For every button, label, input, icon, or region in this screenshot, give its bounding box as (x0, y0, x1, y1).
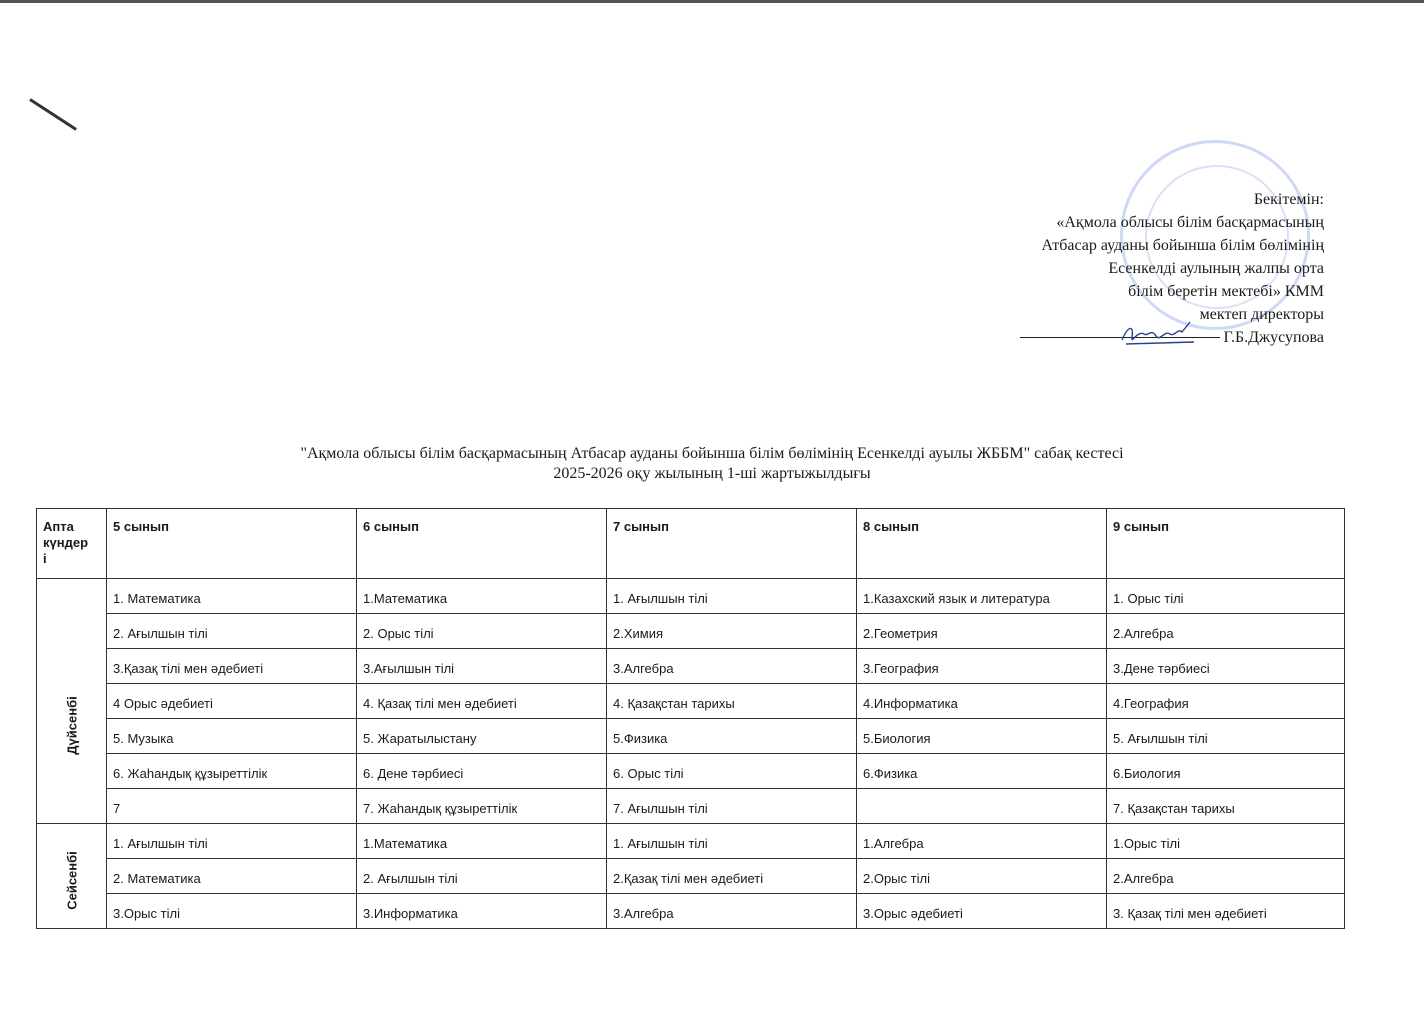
table-cell: 1.Математика (357, 579, 607, 614)
table-cell: 2. Математика (107, 859, 357, 894)
title-line-1: "Ақмола облысы білім басқармасының Атбасар ауданы бойынша білім бөлімінің Есенкелді ауылы ЖББМ" сабақ кестесі (300, 445, 1124, 462)
approval-line-2: Атбасар ауданы бойынша білім бөлімінің (1041, 237, 1324, 254)
table-cell: 3.Орыс әдебиеті (857, 894, 1107, 929)
table-cell: 2.Қазақ тілі мен әдебиеті (607, 859, 857, 894)
table-cell: 2. Ағылшын тілі (107, 614, 357, 649)
header-grade-7: 7 сынып (607, 509, 857, 579)
table-row (37, 824, 1345, 859)
scan-mark (29, 98, 77, 130)
table-cell: 2.Алгебра (1107, 859, 1345, 894)
header-weekday: Апта күндер і (37, 509, 107, 579)
table-cell: 7. Ағылшын тілі (607, 789, 857, 824)
approval-line-5: мектеп директоры (1199, 306, 1324, 323)
table-cell: 1. Ағылшын тілі (607, 579, 857, 614)
table-row (37, 719, 1345, 754)
header-row (37, 509, 1345, 579)
table-cell: 3.Қазақ тілі мен әдебиеті (107, 649, 357, 684)
header-grade-5: 5 сынып (107, 509, 357, 579)
table-cell: 7. Қазақстан тарихы (1107, 789, 1345, 824)
table-row (37, 649, 1345, 684)
page-top-edge (0, 0, 1424, 3)
document-title (0, 444, 1424, 484)
table-cell: 2.Орыс тілі (857, 859, 1107, 894)
table-cell: 4.Информатика (857, 684, 1107, 719)
table-cell: 3.География (857, 649, 1107, 684)
table-row (37, 684, 1345, 719)
table-cell: 6.Физика (857, 754, 1107, 789)
table-cell: 4.География (1107, 684, 1345, 719)
table-cell: 3. Қазақ тілі мен әдебиеті (1107, 894, 1345, 929)
table-cell: 1.Орыс тілі (1107, 824, 1345, 859)
header-grade-9: 9 сынып (1107, 509, 1345, 579)
approval-line-1: «Ақмола облысы білім басқармасының (1056, 214, 1324, 231)
table-cell: 6.Биология (1107, 754, 1345, 789)
table-cell: 6. Дене тәрбиесі (357, 754, 607, 789)
table-cell: 3.Алгебра (607, 649, 857, 684)
table-cell: 5. Жаратылыстану (357, 719, 607, 754)
title-line-2: 2025-2026 оқу жылының 1-ші жартыжылдығы (553, 465, 871, 482)
table-cell: 2.Геометрия (857, 614, 1107, 649)
table-row (37, 859, 1345, 894)
director-name: Г.Б.Джусупова (1223, 329, 1324, 346)
table-cell: 7. Жаһандық құзыреттілік (357, 789, 607, 824)
handwritten-signature (1118, 318, 1198, 354)
table-cell: 3.Алгебра (607, 894, 857, 929)
table-cell: 7 (107, 789, 357, 824)
table-cell: 2.Химия (607, 614, 857, 649)
table-cell: 1.Казахский язык и литература (857, 579, 1107, 614)
table-cell: 3.Информатика (357, 894, 607, 929)
table-cell: 3.Орыс тілі (107, 894, 357, 929)
table-cell: 1.Алгебра (857, 824, 1107, 859)
day-monday (37, 579, 107, 824)
table-cell: 1. Ағылшын тілі (607, 824, 857, 859)
table-cell: 6. Жаһандық құзыреттілік (107, 754, 357, 789)
approval-heading: Бекітемін: (1253, 191, 1324, 208)
header-grade-8: 8 сынып (857, 509, 1107, 579)
table-cell: 1.Математика (357, 824, 607, 859)
table-cell: 5.Физика (607, 719, 857, 754)
table-cell: 1. Математика (107, 579, 357, 614)
table-cell: 5. Ағылшын тілі (1107, 719, 1345, 754)
day-tuesday (37, 824, 107, 929)
table-row (37, 754, 1345, 789)
table-cell: 3.Дене тәрбиесі (1107, 649, 1345, 684)
table-cell: 2. Орыс тілі (357, 614, 607, 649)
table-cell: 5.Биология (857, 719, 1107, 754)
table-row (37, 894, 1345, 929)
schedule-table (36, 508, 1345, 929)
table-row (37, 789, 1345, 824)
table-row (37, 614, 1345, 649)
table-cell: 1. Орыс тілі (1107, 579, 1345, 614)
table-cell: 4. Қазақстан тарихы (607, 684, 857, 719)
day-label: Дүйсенбі (64, 696, 79, 755)
header-grade-6: 6 сынып (357, 509, 607, 579)
table-cell: 1. Ағылшын тілі (107, 824, 357, 859)
approval-line-4: білім беретін мектебі» КММ (1128, 283, 1324, 300)
table-cell: 5. Музыка (107, 719, 357, 754)
table-cell: 4. Қазақ тілі мен әдебиеті (357, 684, 607, 719)
table-cell (857, 789, 1107, 824)
table-cell: 3.Ағылшын тілі (357, 649, 607, 684)
table-cell: 2. Ағылшын тілі (357, 859, 607, 894)
table-cell: 4 Орыс әдебиеті (107, 684, 357, 719)
table-cell: 6. Орыс тілі (607, 754, 857, 789)
table-cell: 2.Алгебра (1107, 614, 1345, 649)
approval-line-3: Есенкелді аулының жалпы орта (1108, 260, 1324, 277)
table-row (37, 579, 1345, 614)
day-label: Сейсенбі (64, 851, 79, 910)
